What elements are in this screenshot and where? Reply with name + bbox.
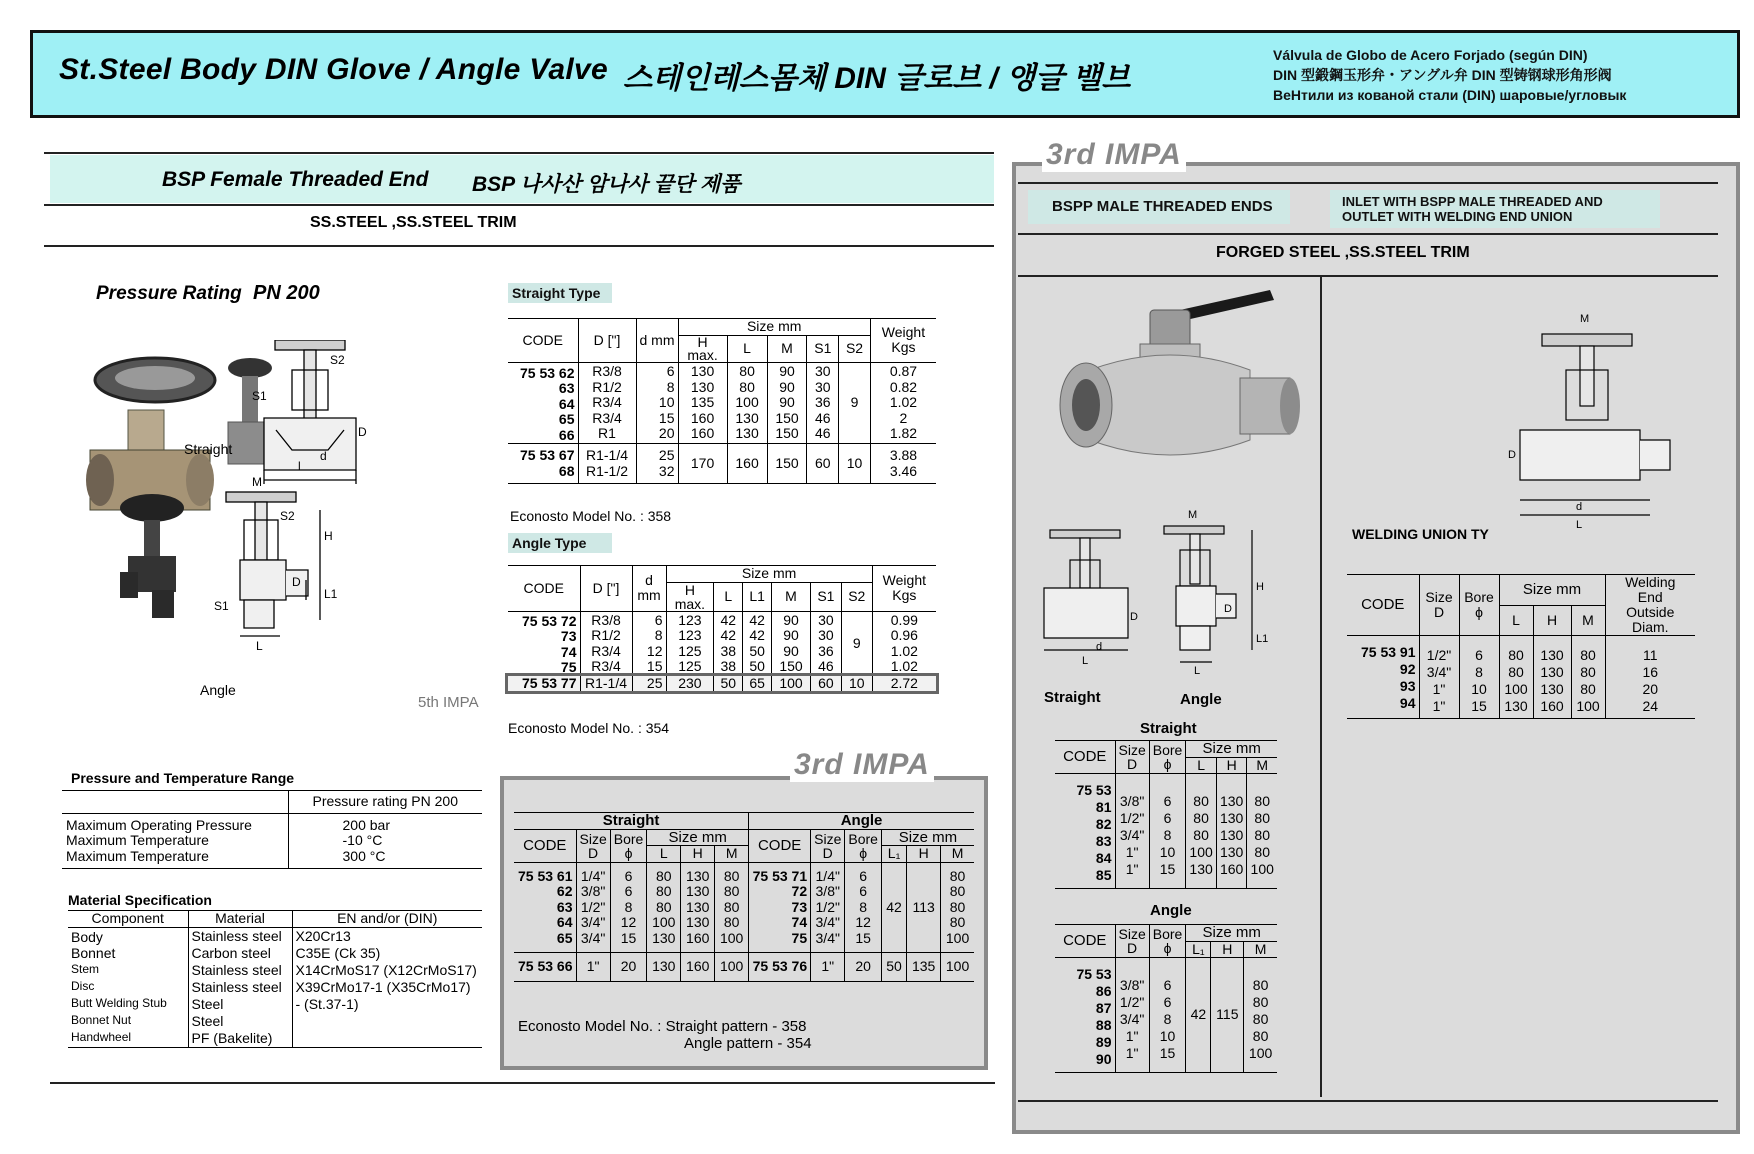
welding-union-table: CODE Size D Bore ϕ Size mm Welding End Outside Diam. L H M 75 53 91 92 93 94 1/2" 3/4" 1" 1" 6 8 10 15 80 80 100 130 130 130 130 160 80 80 80 100 11 16 20 24: [1347, 574, 1695, 719]
dim-m-bspp-label: M: [1188, 509, 1198, 521]
divider: [44, 204, 994, 206]
impa3-left-table: Straight Angle CODE Size D Bore ϕ Size mm CODE Size D Bore ϕ Size mm L H M L₁ H M 75 53 61 62 63 64 65 1/4" 3/8" 1/2" 3/4" 3/4" 6 6 8 12 15 80 80 80 100 130 130 130 130 130 160 80 80 80 80 100 75 53 71 72 73 74 75 1/4" 3/8" 1/2" 3/4" 3/4" 6 6 8 12 15 42 113 80 80 80 80 100 75 53 66 1" 20 130 160 100 75 53 76 1" 20 50 135 100: [514, 812, 974, 982]
divider: [1018, 182, 1718, 184]
dim-small-d-wu-label: d: [1576, 501, 1583, 513]
dim-s2-label: S2: [330, 353, 345, 367]
multilingual-titles: [1273, 45, 1626, 105]
straight-model-no: Econosto Model No. : 358: [510, 508, 672, 524]
angle-model-no: Econosto Model No. : 354: [508, 720, 670, 736]
title-en: St.Steel Body DIN Glove / Angle Valve: [59, 53, 609, 86]
dim-d-bspp-label: D: [1130, 611, 1138, 623]
divider: [50, 1082, 995, 1084]
ball-valve-photo: [1060, 290, 1300, 455]
dim-d-wu-label: D: [1508, 449, 1516, 461]
dim-s1-angle-label: S1: [214, 599, 229, 613]
material-title: Material Specification: [68, 892, 212, 908]
bspp-straight-caption: Straight: [1044, 689, 1101, 706]
title-ru: ВеНтили из кованой стали (DIN) шаровые/угловык: [1273, 87, 1627, 103]
right-column-divider: [1320, 277, 1322, 1097]
dim-l-bspp-label: L: [1082, 655, 1089, 667]
bspp-straight-drawing: [1044, 530, 1138, 667]
angle-drawing: [214, 475, 338, 653]
divider: [1018, 1100, 1718, 1102]
straight-type-title: Straight Type: [508, 283, 612, 303]
title-ko: 스테인레스몸체 DIN 글로브 / 앵글 밸브: [623, 62, 1131, 95]
title-es: Válvula de Globo de Acero Forjado (según DIN): [1273, 47, 1588, 63]
bspp-male-tag: BSPP MALE THREADED ENDS: [1028, 190, 1290, 224]
straight-valve-photo: [86, 358, 215, 510]
straight-drawing: [252, 340, 367, 484]
ptr-title: Pressure and Temperature Range: [71, 770, 295, 786]
dim-h-label: H: [324, 529, 333, 543]
dim-d-angle-bspp-label: D: [1224, 603, 1232, 615]
bspp-straight-title: Straight: [1140, 720, 1197, 737]
bspp-straight-table: CODE Size D Bore ϕ Size mm L H M 75 53 81 82 83 84 85 3/8" 1/2" 3/4" 1" 1" 6 6 8 10 15 80 80 80 100 130 130 130 130 130 160 80 80 80 80 100: [1055, 740, 1277, 889]
impa3-right-label: 3rd IMPA: [1042, 138, 1186, 172]
welding-union-drawing: [1480, 310, 1680, 560]
dim-s2-angle-label: S2: [280, 509, 295, 523]
divider: [1018, 233, 1718, 235]
title-jp-cn: DIN 型鍛鋼玉形弁・アングル弁 DIN 型铸钢球形角形阀: [1273, 67, 1612, 83]
forged-trim-label: FORGED STEEL ,SS.STEEL TRIM: [1216, 244, 1470, 261]
dim-d-upper-label: D: [358, 425, 367, 439]
dim-l-angle-bspp-label: L: [1194, 665, 1201, 677]
divider: [44, 245, 994, 247]
dim-small-d-bspp-label: d: [1096, 641, 1103, 653]
angle-valve-photo: [120, 494, 184, 618]
bspp-angle-drawing: [1164, 509, 1268, 677]
divider: [1018, 275, 1718, 277]
dim-d-angle-label: D: [292, 575, 301, 589]
dim-l-wu-label: L: [1576, 519, 1583, 531]
pressure-rating-label: Pressure Rating PN 200: [96, 282, 320, 304]
angle-type-table: CODE D ["] d mm Size mm Weight Kgs H max. L L1 M S1 S2 75 53 72 73 74 75 R3/8 R1/2 R3/4 R3/4 6 8 12 15 123 123 125 125 42 42 38 38 42 42 50 50 90 90 90 150 30 30 36 46 9 0.99 0.96 1.02 1.02 75 53 77 R1-1/4 25 230 50 65 100 60 10 2.72: [508, 565, 936, 691]
fifth-impa-label: 5th IMPA: [418, 694, 479, 711]
angle-5th-impa-row: 75 53 77 R1-1/4 25 230 50 65 100 60 10 2.72: [508, 676, 936, 692]
angle-caption: Angle: [200, 682, 236, 698]
dim-l-label: l: [298, 459, 301, 473]
st-g1-code: 75 53 62 63 64 65 66: [508, 362, 578, 444]
dim-s1-label: S1: [252, 389, 267, 403]
ptr-table: Pressure rating PN 200 Maximum Operating Pressure Maximum Temperature Maximum Temperature 200 bar -10 °C 300 °C: [62, 790, 482, 869]
welding-union-label: WELDING UNION TY: [1352, 526, 1489, 542]
dim-m-label: M: [252, 475, 262, 489]
dim-m-wu-label: M: [1580, 313, 1590, 325]
bsp-band: [50, 155, 994, 203]
straight-caption: Straight: [184, 441, 233, 457]
dim-l1-bspp-label: L1: [1256, 633, 1269, 645]
bspp-angle-title: Angle: [1150, 902, 1192, 919]
divider: [44, 152, 994, 154]
dim-l1-label: L1: [324, 587, 338, 601]
straight-type-table: CODE D ["] d mm Size mm Weight Kgs H max. L M S1 S2 75 53 62 63 64 65 66 R3/8 R1/2 R3/4 R3/4 R1 6 8 10 15 20 130 130 135 160 160 80 80 100 130 130 90 90 90 150 150 30 30 36 46 46 9 0.87 0.82 1.02 2 1.82 75 53 67 68 R1-1/4 R1-1/2 25 32 170 160 150 60 10 3.88 3.46: [508, 318, 936, 484]
dim-h-bspp-label: H: [1256, 581, 1264, 593]
bsp-band-en: BSP Female Threaded End: [162, 168, 429, 191]
left-valve-illustrations: [80, 340, 500, 720]
inlet-outlet-tag: INLET WITH BSPP MALE THREADED AND OUTLET WITH WELDING END UNION: [1330, 190, 1660, 228]
material-table: Component Material EN and/or (DIN) Body Bonnet Stem Disc Butt Welding Stub Bonnet Nut Handwheel Stainless steel Carbon steel Stainless steel Stainless steel Steel Steel PF (Bakelite) X20Cr13 C35E (Ck 35) X14CrMoS17 (X12CrMoS17) X39CrMo17-1 (X35CrMo17) - (St.37-1): [68, 910, 482, 1048]
angle-type-title: Angle Type: [508, 533, 612, 553]
impa3-left-label: 3rd IMPA: [790, 748, 934, 782]
page-header: [30, 30, 1740, 118]
right-left-illustrations: [1030, 290, 1320, 730]
bspp-angle-table: CODE Size D Bore ϕ Size mm L₁ H M 75 53 86 87 88 89 90 3/8" 1/2" 3/4" 1" 1" 6 6 8 10 15 42 115 80 80 80 80 100: [1055, 924, 1277, 1073]
dim-small-d-label: d: [320, 449, 327, 463]
dim-l-angle-label: L: [256, 639, 263, 653]
bspp-angle-caption: Angle: [1180, 691, 1222, 708]
bsp-band-ko: BSP 나사산 암나사 끝단 제품: [472, 173, 741, 196]
impa3-left-model: Econosto Model No. : Straight pattern - 358 Angle pattern - 354: [518, 1018, 812, 1052]
trim-label: SS.STEEL ,SS.STEEL TRIM: [310, 214, 517, 231]
